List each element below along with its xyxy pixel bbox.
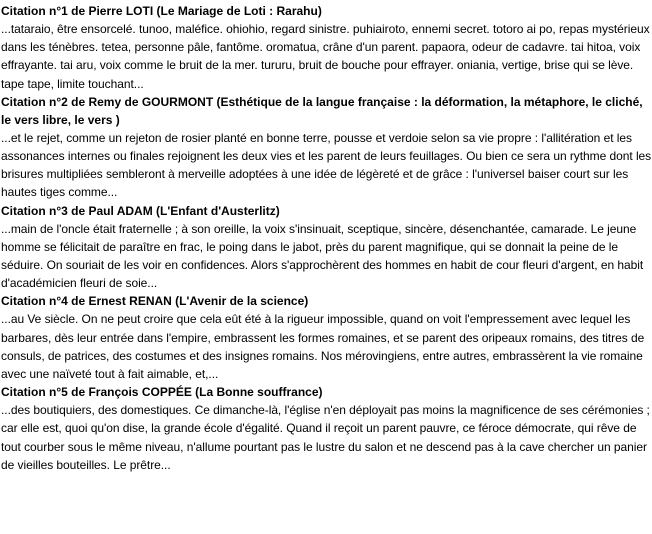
- citation-title: Citation n°2 de Remy de GOURMONT (Esthétique de la langue française : la déformation, la métaphore, le cliché, le vers libre, le vers ): [1, 94, 643, 127]
- citation-title: Citation n°4 de Ernest RENAN (L'Avenir de la science): [1, 294, 309, 309]
- citation-1: [1, 2, 652, 93]
- citation-title: Citation n°3 de Paul ADAM (L'Enfant d'Austerlitz): [1, 203, 280, 218]
- citation-2: [1, 93, 652, 202]
- citation-5: [1, 383, 652, 474]
- citation-text: ...main de l'oncle était fraternelle ; à son oreille, la voix s'insinuait, sceptique, sincère, désenchantée, camarade. Le jeune homme se félicitait de paraître en frac, le poing dans le jabot, près du parent magnifique, qui se donnait la peine de le séduire. On souriait de les voir en confidences. Alors s'approchèrent des hommes en habit de cour fleuri d'argent, en habit d'académicien fleuri de soie...: [1, 221, 644, 291]
- citation-3: [1, 202, 652, 293]
- citation-title: Citation n°5 de François COPPÉE (La Bonne souffrance): [1, 385, 323, 400]
- citation-4: [1, 292, 652, 383]
- citation-text: ...au Ve siècle. On ne peut croire que cela eût été à la rigueur impossible, quand on voit l'empressement avec lequel les barbares, dès leur entrée dans l'empire, embrassent les formes romaines, et se parent des oripeaux romains, des titres de consuls, de patrices, des costumes et des insignes romains. Nos mérovingiens, entre autres, embrassèrent la vie romaine avec une naïveté tout à fait aimable, et,...: [1, 312, 645, 382]
- citation-text: ...et le rejet, comme un rejeton de rosier planté en bonne terre, pousse et verdoie selon sa vie propre : l'allitération et les assonances internes ou finales rejoignent les deux vies et les parent de leurs feuillages. Ou bien ce sera un rythme dont les brisures multipliées sembleront à merveille adoptées à une idée de légèreté et de grâce : l'universel baiser court sur les hautes tiges comme...: [1, 130, 652, 200]
- citation-text: ...tataraio, être ensorcelé. tunoo, maléfice. ohiohio, regard sinistre. puhiairoto, ennemi secret. totoro ai po, repas mystérieux dans les ténèbres. tetea, personne pâle, fantôme. oromatua, crâne d'un parent. papaora, odeur de cadavre. tai hitoa, voix effrayante. tai aru, voix comme le bruit de la mer. tururu, bruit de bouche pour effrayer. oniania, vertige, brise qui se lève. tape tape, limite touchant...: [1, 22, 650, 91]
- citation-title: Citation n°1 de Pierre LOTI (Le Mariage de Loti : Rarahu): [1, 4, 322, 18]
- citation-text: ...des boutiquiers, des domestiques. Ce dimanche-là, l'église n'en déployait pas moins la magnificence de ses cérémonies ; car elle est, quoi qu'on dise, la grande école d'égalité. Quand il reçoit un parent pauvre, ce féroce démocrate, qui rêve de tout courber sous le même niveau, n'allume pourtant pas le lustre du salon et ne descend pas à la cave chercher un panier de vieilles bouteilles. Le prêtre...: [1, 403, 650, 472]
